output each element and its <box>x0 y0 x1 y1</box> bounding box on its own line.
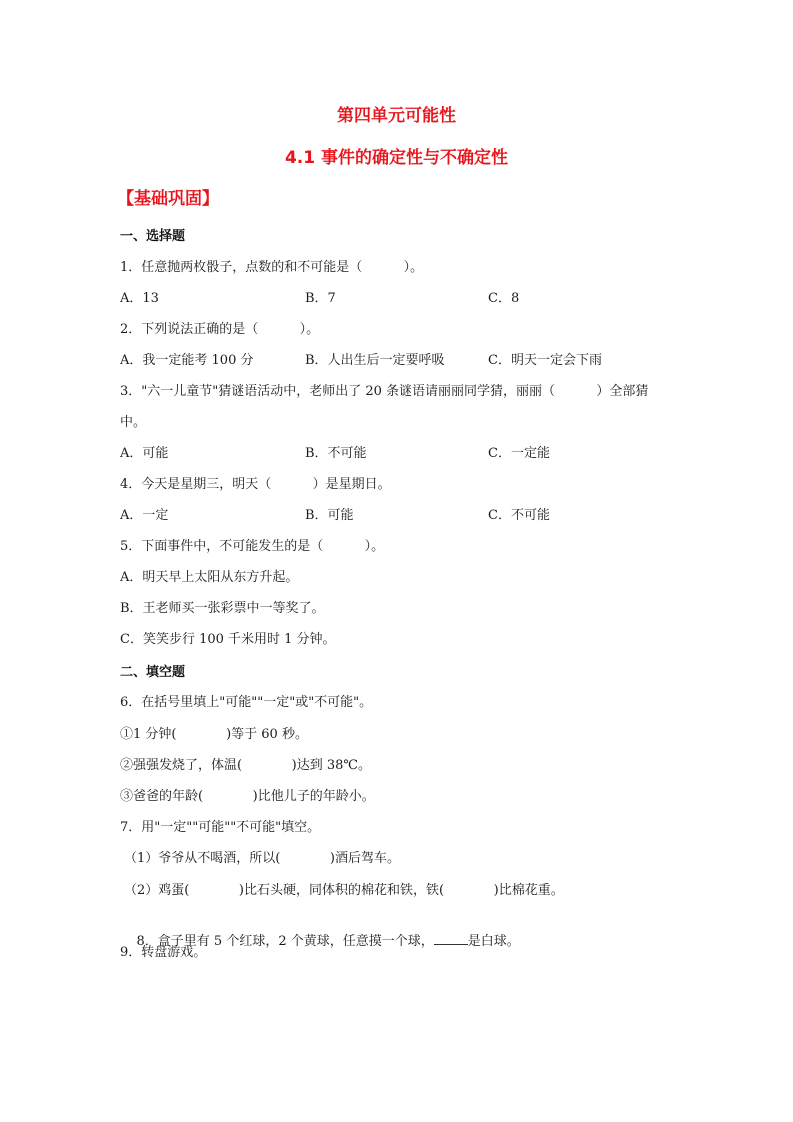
question-3-continued: 中。 <box>120 415 147 430</box>
section-label: 【基础巩固】 <box>117 189 219 209</box>
q6-item-2: ②强强发烧了，体温( )达到 38℃。 <box>120 758 371 773</box>
question-4: 4．今天是星期三，明天（ ）是星期日。 <box>120 477 391 492</box>
part2-heading: 二、填空题 <box>120 665 186 680</box>
q5-option-b: B．王老师买一张彩票中一等奖了。 <box>120 601 325 616</box>
q4-option-b: B．可能 <box>305 508 354 523</box>
q2-option-a: A．我一定能考 100 分 <box>120 353 254 368</box>
q1-option-c: C．8 <box>488 291 520 306</box>
question-3: 3．"六一儿童节"猜谜语活动中，老师出了 20 条谜语请丽丽同学猜，丽丽（ ）全部猜 <box>120 384 649 399</box>
unit-title: 第四单元可能性 <box>337 106 456 126</box>
lesson-title: 4.1 事件的确定性与不确定性 <box>284 148 509 168</box>
q1-option-b: B．7 <box>305 291 336 306</box>
question-7: 7．用"一定""可能""不可能"填空。 <box>120 820 321 835</box>
question-2: 2．下列说法正确的是（ ）。 <box>120 322 320 337</box>
q3-option-a: A．可能 <box>120 446 169 461</box>
q6-item-1: ①1 分钟( )等于 60 秒。 <box>120 727 308 742</box>
q7-item-1: （1）爷爷从不喝酒，所以( )酒后驾车。 <box>124 851 401 866</box>
q5-option-a: A．明天早上太阳从东方升起。 <box>120 570 299 585</box>
question-9: 9．转盘游戏。 <box>120 945 207 960</box>
q3-option-c: C．一定能 <box>488 446 550 461</box>
q1-option-a: A．13 <box>120 291 159 306</box>
q8-text-before: 8．盒子里有 5 个红球，2 个黄球，任意摸一个球， <box>136 934 434 949</box>
question-6: 6．在括号里填上"可能""一定"或"不可能"。 <box>120 695 373 710</box>
q7-item-2: （2）鸡蛋( )比石头硬，同体积的棉花和铁，铁( )比棉花重。 <box>124 883 564 898</box>
q2-option-b: B．人出生后一定要呼吸 <box>305 353 445 368</box>
q2-option-c: C．明天一定会下雨 <box>488 353 602 368</box>
q8-text-after: 是白球。 <box>467 934 520 949</box>
q5-option-c: C．笑笑步行 100 千米用时 1 分钟。 <box>120 632 336 647</box>
q4-option-a: A．一定 <box>120 508 169 523</box>
q4-option-c: C．不可能 <box>488 508 550 523</box>
part1-heading: 一、选择题 <box>120 229 186 244</box>
q3-option-b: B．不可能 <box>305 446 367 461</box>
q6-item-3: ③爸爸的年龄( )比他儿子的年龄小。 <box>120 789 375 804</box>
question-5: 5．下面事件中，不可能发生的是（ ）。 <box>120 539 385 554</box>
question-1: 1．任意抛两枚骰子，点数的和不可能是（ ）。 <box>120 260 424 275</box>
q8-answer-blank <box>434 931 468 945</box>
